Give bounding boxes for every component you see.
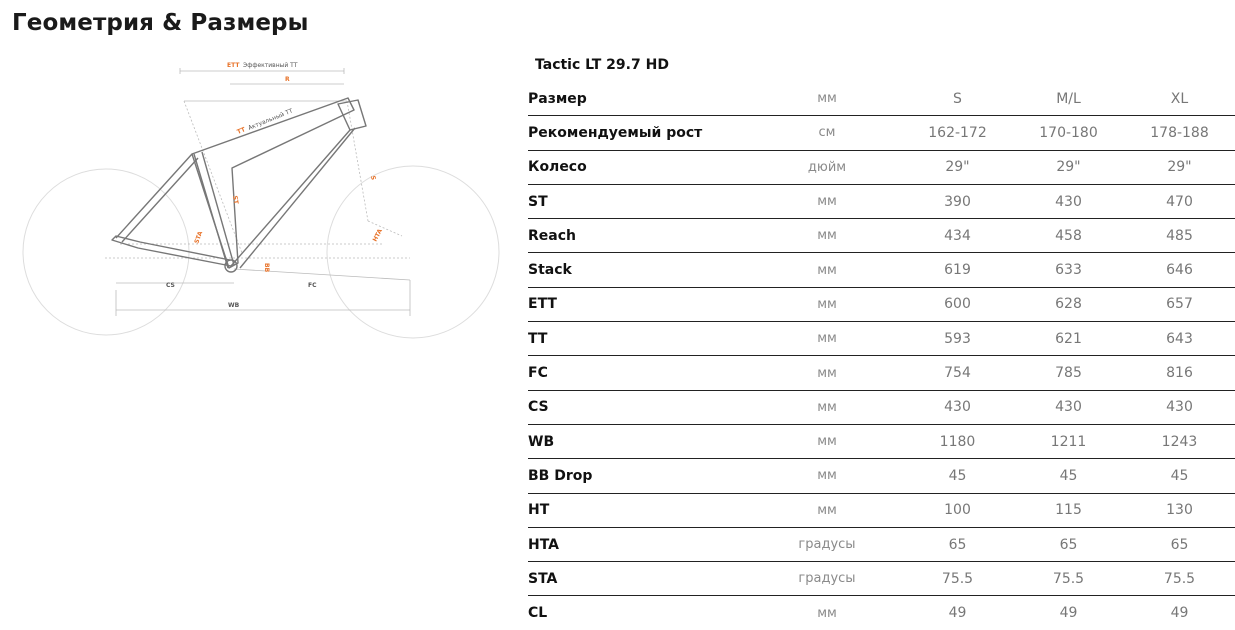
table-row xyxy=(528,596,1235,630)
label-sta: STA xyxy=(193,230,205,245)
row-value-s: 65 xyxy=(902,527,1013,561)
front-wheel xyxy=(327,166,499,338)
row-value-ml: 785 xyxy=(1013,356,1124,390)
row-value-ml: 1211 xyxy=(1013,424,1124,458)
row-value-ml: 49 xyxy=(1059,605,1078,622)
header-label: Размер xyxy=(528,82,752,116)
model-title: Tactic LT 29.7 HD xyxy=(535,57,669,73)
row-label: CL xyxy=(528,605,548,622)
table-row xyxy=(528,459,1235,493)
row-value-xl: 49 xyxy=(1170,605,1189,622)
row-value-s: 754 xyxy=(902,356,1013,390)
table-row xyxy=(528,527,1235,561)
row-unit: мм xyxy=(752,184,902,218)
header-size-xl: XL xyxy=(1124,82,1235,116)
label-tt-text: Актуальный ТТ xyxy=(247,107,294,132)
label-bb: BB xyxy=(263,263,270,273)
row-label: Stack xyxy=(528,253,752,287)
table-row xyxy=(528,424,1235,458)
row-value-s: 162-172 xyxy=(902,116,1013,150)
table-row xyxy=(528,287,1235,321)
row-label: WB xyxy=(528,424,752,458)
row-value-ml: 430 xyxy=(1013,390,1124,424)
header-size-s: S xyxy=(902,82,1013,116)
row-value-ml: 633 xyxy=(1013,253,1124,287)
row-value-ml: 75.5 xyxy=(1013,562,1124,596)
row-value-ml: 621 xyxy=(1013,322,1124,356)
row-value-xl: 643 xyxy=(1124,322,1235,356)
row-value-s: 29" xyxy=(902,150,1013,184)
row-label: HT xyxy=(528,493,752,527)
row-value-xl: 45 xyxy=(1124,459,1235,493)
row-value-ml: 45 xyxy=(1013,459,1124,493)
row-unit: мм xyxy=(752,253,902,287)
table-header-row xyxy=(528,82,1235,116)
row-label: BB Drop xyxy=(528,459,752,493)
row-value-s: 434 xyxy=(902,219,1013,253)
row-value-ml: 65 xyxy=(1013,527,1124,561)
row-value-s: 49 xyxy=(948,605,967,622)
table-row xyxy=(528,390,1235,424)
geometry-table xyxy=(528,82,1235,630)
row-label: Рекомендуемый рост xyxy=(528,116,752,150)
label-hta: HTA xyxy=(371,227,385,243)
table-row xyxy=(528,150,1235,184)
table-row xyxy=(528,322,1235,356)
row-value-xl: 29" xyxy=(1124,150,1235,184)
row-value-xl: 75.5 xyxy=(1124,562,1235,596)
row-value-ml: 458 xyxy=(1013,219,1124,253)
row-value-s: 600 xyxy=(902,287,1013,321)
label-ett-text: Эффективный ТТ xyxy=(243,62,298,69)
dimension-lines xyxy=(105,68,410,316)
row-value-xl: 657 xyxy=(1124,287,1235,321)
row-value-xl: 65 xyxy=(1124,527,1235,561)
row-label: CS xyxy=(528,390,752,424)
table-row xyxy=(528,253,1235,287)
row-value-s: 45 xyxy=(902,459,1013,493)
row-value-xl: 816 xyxy=(1124,356,1235,390)
table-row xyxy=(528,562,1235,596)
label-tt-code: TT xyxy=(236,126,247,136)
row-value-xl: 1243 xyxy=(1124,424,1235,458)
row-label: ETT xyxy=(528,287,752,321)
table-row xyxy=(528,116,1235,150)
header-size-ml: M/L xyxy=(1013,82,1124,116)
row-unit: мм xyxy=(752,390,902,424)
row-unit: мм xyxy=(752,493,902,527)
row-unit: градусы xyxy=(752,527,902,561)
row-label: STA xyxy=(528,562,752,596)
row-value-s: 100 xyxy=(902,493,1013,527)
row-value-s: 619 xyxy=(902,253,1013,287)
row-unit: мм xyxy=(752,459,902,493)
row-unit: мм xyxy=(752,356,902,390)
row-unit: мм xyxy=(752,322,902,356)
row-value-ml: 628 xyxy=(1013,287,1124,321)
row-value-xl: 646 xyxy=(1124,253,1235,287)
row-value-xl: 470 xyxy=(1124,184,1235,218)
row-value-ml: 29" xyxy=(1013,150,1124,184)
row-unit: мм xyxy=(817,605,837,621)
row-value-s: 430 xyxy=(902,390,1013,424)
row-value-s: 593 xyxy=(902,322,1013,356)
header-unit: мм xyxy=(752,82,902,116)
table-row xyxy=(528,356,1235,390)
label-wb: WB xyxy=(228,302,240,309)
row-unit: мм xyxy=(752,424,902,458)
row-value-s: 75.5 xyxy=(902,562,1013,596)
row-value-xl: 485 xyxy=(1124,219,1235,253)
row-label: Reach xyxy=(528,219,752,253)
table-row xyxy=(528,493,1235,527)
row-unit: градусы xyxy=(752,562,902,596)
row-label: HTA xyxy=(528,527,752,561)
bike-frame xyxy=(112,98,366,272)
row-value-ml: 170-180 xyxy=(1013,116,1124,150)
row-value-ml: 430 xyxy=(1013,184,1124,218)
label-ett-code: ETT xyxy=(227,62,240,69)
row-label: Колесо xyxy=(528,150,752,184)
row-unit: дюйм xyxy=(752,150,902,184)
label-s: S xyxy=(369,175,377,181)
row-label: TT xyxy=(528,322,752,356)
row-value-xl: 430 xyxy=(1124,390,1235,424)
row-value-s: 1180 xyxy=(902,424,1013,458)
page-title: Геометрия & Размеры xyxy=(12,10,309,36)
label-fc: FC xyxy=(308,282,317,289)
row-unit: см xyxy=(752,116,902,150)
row-label: FC xyxy=(528,356,752,390)
row-value-s: 390 xyxy=(902,184,1013,218)
label-st: ST xyxy=(231,195,240,205)
row-unit: мм xyxy=(752,287,902,321)
label-r: R xyxy=(285,76,290,83)
table-row xyxy=(528,184,1235,218)
bike-geometry-diagram xyxy=(20,58,510,358)
row-unit: мм xyxy=(752,219,902,253)
row-label: ST xyxy=(528,184,752,218)
row-value-ml: 115 xyxy=(1013,493,1124,527)
label-cs: CS xyxy=(166,282,175,289)
row-value-xl: 178-188 xyxy=(1124,116,1235,150)
row-value-xl: 130 xyxy=(1124,493,1235,527)
table-row xyxy=(528,219,1235,253)
